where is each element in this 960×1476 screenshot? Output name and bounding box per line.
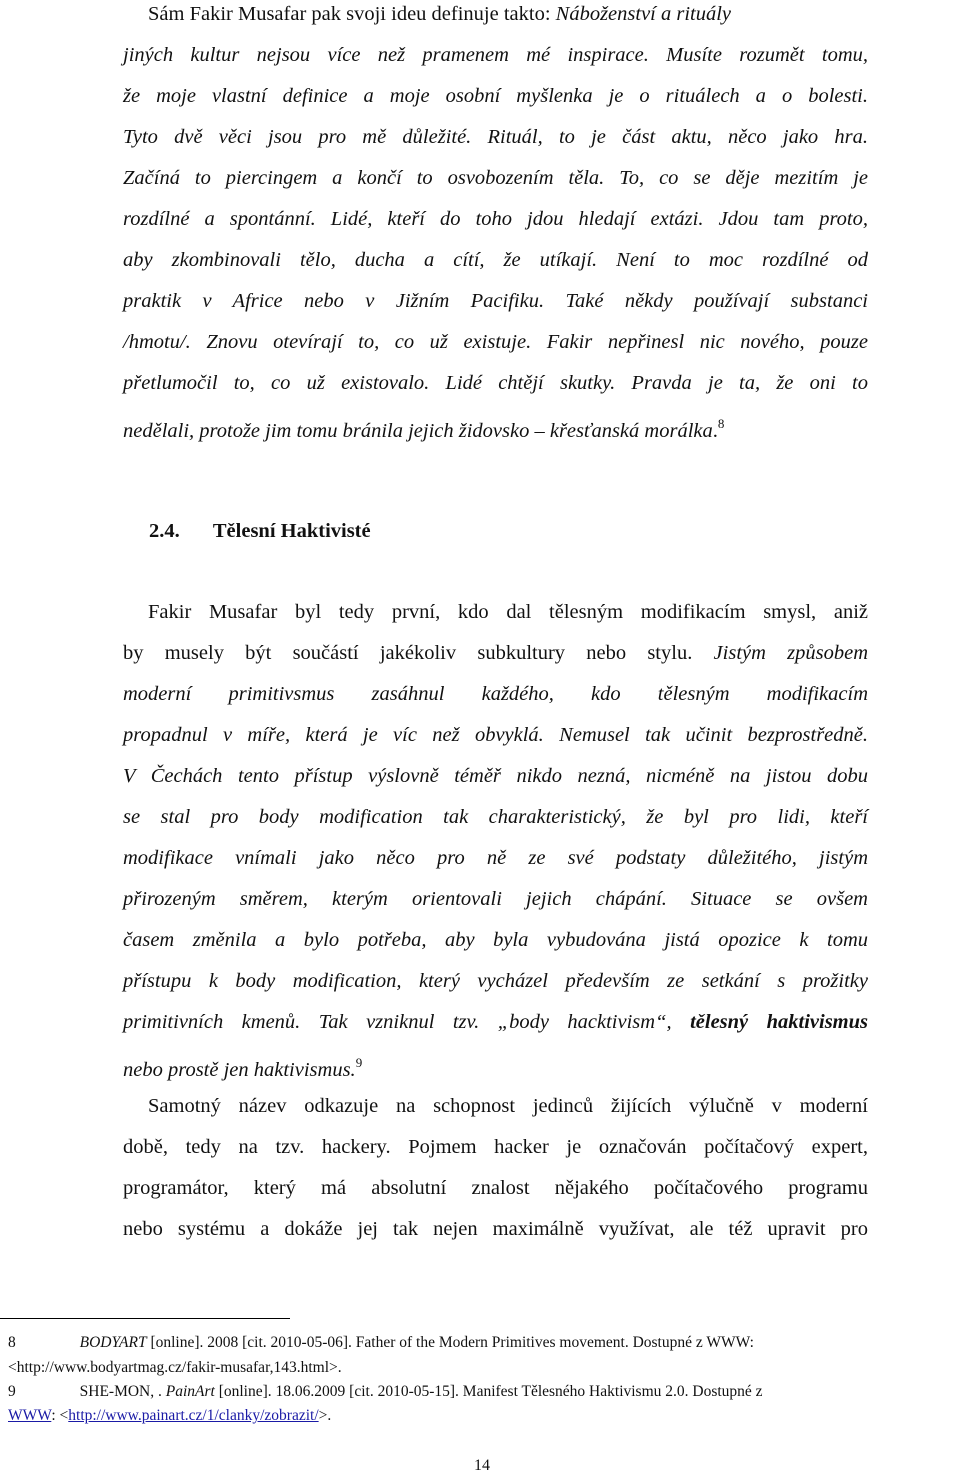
- paragraph-line: moderní primitivsmus zasáhnul každého, kdo tělesným modifikacím: [123, 683, 868, 705]
- paragraph-line: časem změnila a bylo potřeba, aby byla vybudována jistá opozice k tomu: [123, 929, 868, 951]
- quote-start: Náboženství a rituály: [555, 3, 732, 25]
- paragraph-line: nebo systému a dokáže jej tak nejen maximálně využívat, ale též upravit pro: [123, 1218, 868, 1240]
- footnote-ref[interactable]: 9: [355, 1055, 363, 1070]
- key-term: tělesný haktivismus: [690, 1011, 868, 1033]
- paragraph-line: primitivních kmenů. Tak vzniknul tzv. „body hacktivism“, tělesný haktivismus: [123, 1011, 868, 1033]
- footnote-8: 8 BODYART [online]. 2008 [cit. 2010-05-06]. Father of the Modern Primitives movement. Dostupné z WWW:: [8, 1334, 754, 1351]
- paragraph-line: Sám Fakir Musafar pak svoji ideu definuje takto: Náboženství a rituály: [148, 3, 732, 25]
- footnote-source: PainArt: [165, 1383, 215, 1400]
- paragraph-line: programátor, který má absolutní znalost nějakého počítačového programu: [123, 1177, 868, 1199]
- painart-link[interactable]: http://www.painart.cz/1/clanky/zobrazit/: [68, 1407, 319, 1424]
- section-heading: [149, 520, 371, 543]
- footnote-9-url: WWW: <http://www.painart.cz/1/clanky/zobrazit/>.: [8, 1407, 332, 1424]
- footnote-source: BODYART: [79, 1334, 147, 1351]
- quote-line: jiných kultur nejsou více než pramenem mé inspirace. Musíte rozumět tomu,: [123, 44, 868, 66]
- paragraph-line: přístupu k body modification, který vycházel především ze setkání s prožitky: [123, 970, 868, 992]
- www-link[interactable]: WWW: [8, 1407, 52, 1424]
- quote-line: Tyto dvě věci jsou pro mě důležité. Rituál, to je část aktu, něco jako hra.: [123, 126, 868, 148]
- paragraph-line: propadnul v míře, která je víc než obvyklá. Nemusel tak učinit bezprostředně.: [123, 724, 868, 746]
- quote-line: aby zkombinovali tělo, ducha a cítí, že utíkají. Není to moc rozdílné od: [123, 249, 868, 271]
- footnote-separator: [0, 1318, 290, 1319]
- page-number: 14: [474, 1457, 490, 1474]
- footnote-ref[interactable]: 8: [717, 416, 725, 431]
- footnote-9: 9 SHE-MON, . PainArt [online]. 18.06.2009 [cit. 2010-05-15]. Manifest Tělesného Haktivismu 2.0. Dostupné z: [8, 1383, 763, 1400]
- paragraph-line: se stal pro body modification tak charakteristický, že byl pro lidi, kteří: [123, 806, 868, 828]
- quote-line: Začíná to piercingem a končí to osvobozením těla. To, co se děje mezitím je: [123, 167, 868, 189]
- quote-line: přetlumočil to, co už existovalo. Lidé chtějí skutky. Pravda je ta, že oni to: [123, 372, 868, 394]
- paragraph-line: V Čechách tento přístup výslovně téměř nikdo nezná, nicméně na jistou dobu: [123, 765, 868, 787]
- quote-line: praktik v Africe nebo v Jižním Pacifiku. Také někdy používají substanci: [123, 290, 868, 312]
- footnote-number: 8: [8, 1334, 16, 1351]
- quote-line: /hmotu/. Znovu otevírají to, co už existuje. Fakir nepřinesl nic nového, pouze: [123, 331, 868, 353]
- paragraph-line: Samotný název odkazuje na schopnost jedinců žijících výlučně v moderní: [148, 1095, 868, 1117]
- quote-line: že moje vlastní definice a moje osobní myšlenka je o rituálech a o bolesti.: [123, 85, 868, 107]
- footnote-8-url: <http://www.bodyartmag.cz/fakir-musafar,143.html>.: [8, 1359, 342, 1376]
- paragraph-line-last: nebo prostě jen haktivismus.$^9$: [123, 1055, 363, 1081]
- section-number: 2.4.: [149, 520, 180, 542]
- paragraph-line: modifikace vnímali jako něco pro ně ze své podstaty důležitého, jistým: [123, 847, 868, 869]
- paragraph-line: by musely být součástí jakékoliv subkultury nebo stylu. Jistým způsobem: [123, 642, 868, 664]
- paragraph-line: Fakir Musafar byl tedy první, kdo dal tělesným modifikacím smysl, aniž: [148, 601, 868, 623]
- quote-line-last: nedělali, protože jim tomu bránila jejich židovsko – křesťanská morálka.$^8$: [123, 416, 725, 442]
- footnote-number: 9: [8, 1383, 16, 1400]
- section-title: Tělesní Haktivisté: [212, 520, 371, 542]
- quote-line: rozdílné a spontánní. Lidé, kteří do toho jdou hledají extázi. Jdou tam proto,: [123, 208, 868, 230]
- paragraph-line: době, tedy na tzv. hackery. Pojmem hacker je označován počítačový expert,: [123, 1136, 868, 1158]
- paragraph-line: přirozeným směrem, kterým orientovali jejich chápání. Situace se ovšem: [123, 888, 868, 910]
